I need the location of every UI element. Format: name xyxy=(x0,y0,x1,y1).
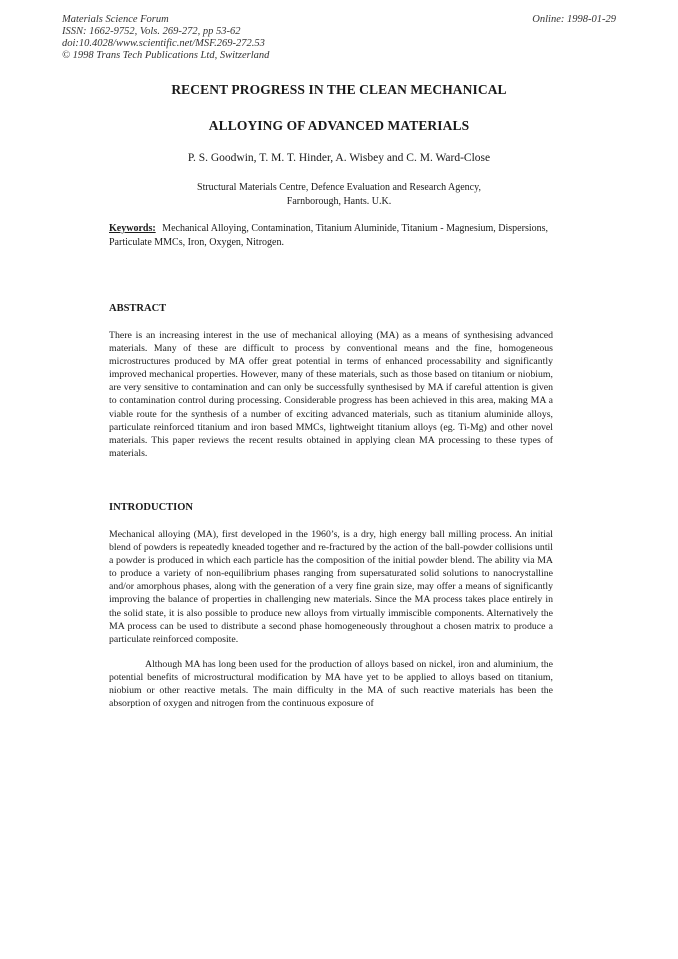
introduction-heading: INTRODUCTION xyxy=(109,502,194,513)
paper-title-line-2: ALLOYING OF ADVANCED MATERIALS xyxy=(208,118,470,133)
copyright-line: © 1998 Trans Tech Publications Ltd, Switzerland xyxy=(62,50,270,61)
journal-meta xyxy=(62,14,269,62)
affiliation xyxy=(0,181,678,208)
keywords-text: Mechanical Alloying, Contamination, Titanium Aluminide, Titanium - Magnesium, Dispersions, Particulate MMCs, Iron, Oxygen, Nitrogen. xyxy=(109,223,549,248)
author-list: P. S. Goodwin, T. M. T. Hinder, A. Wisbey and C. M. Ward-Close xyxy=(187,152,491,164)
online-date: Online: 1998-01-29 xyxy=(532,14,616,25)
keywords-block xyxy=(109,222,555,249)
keywords-label: Keywords: xyxy=(109,223,156,234)
doi-link[interactable]: doi:10.4028/www.scientific.net/MSF.269-272.53 xyxy=(62,38,265,49)
abstract-text: There is an increasing interest in the use of mechanical alloying (MA) as a means of synthesising advanced materials. Many of these are difficult to process by conventional means and the fine, homogeneous microstructures produced by MA offer great potential in terms of enhanced processability and significantly improved mechanical properties. However, many of these materials, such as those based on titanium or niobium, are very sensitive to contamination and can only be successfully synthesised by MA if careful attention is given to contamination control during processing. Considerable progress has been achieved in this area, making MA a viable route for the synthesis of a number of exciting advanced materials, such as titanium aluminide alloys, particulate reinforced titanium and iron based MMCs, lightweight titanium alloys (eg. Ti-Mg) and other novel materials. This paper reviews the recent results obtained in applying clean MA processing to these types of materials. xyxy=(109,330,553,459)
journal-name: Materials Science Forum xyxy=(62,14,169,25)
paper-title-line-1: RECENT PROGRESS IN THE CLEAN MECHANICAL xyxy=(171,82,507,97)
introduction-paragraph-2: Although MA has long been used for the production of alloys based on nickel, iron and aluminium, the potential benefits of microstructural modification by MA have yet to be applied to alloys based on titanium, niobium or other reactive metals. The main difficulty in the MA of such reactive materials has been the absorption of oxygen and nitrogen from the continuous exposure of xyxy=(109,659,553,710)
issn-line: ISSN: 1662-9752, Vols. 269-272, pp 53-62 xyxy=(62,26,241,37)
abstract-heading: ABSTRACT xyxy=(109,303,167,314)
introduction-paragraph-1: Mechanical alloying (MA), first developed in the 1960’s, is a dry, high energy ball milling process. An initial blend of powders is repeatedly kneaded together and re-fractured by the action of the ball-powder collisions until a powder is produced in which each particle has the composition of the initial powder blend. The ability via MA to produce a variety of non-equilibrium phases ranging from supersaturated solid solutions to nanocrystalline and/or amorphous phases, along with the generation of a very fine grain size, may offer a means of significantly improving the balance of properties in challenging new materials. Since the MA process takes place entirely in the solid state, it is also possible to produce new alloys from virtually immiscible components. Alternatively the MA process can be used to distribute a second phase homogeneously throughout a chosen matrix to produce a particulate reinforced composite. xyxy=(109,529,553,645)
affiliation-line-2: Farnborough, Hants. U.K. xyxy=(286,195,392,207)
affiliation-line-1: Structural Materials Centre, Defence Evaluation and Research Agency, xyxy=(197,182,481,193)
